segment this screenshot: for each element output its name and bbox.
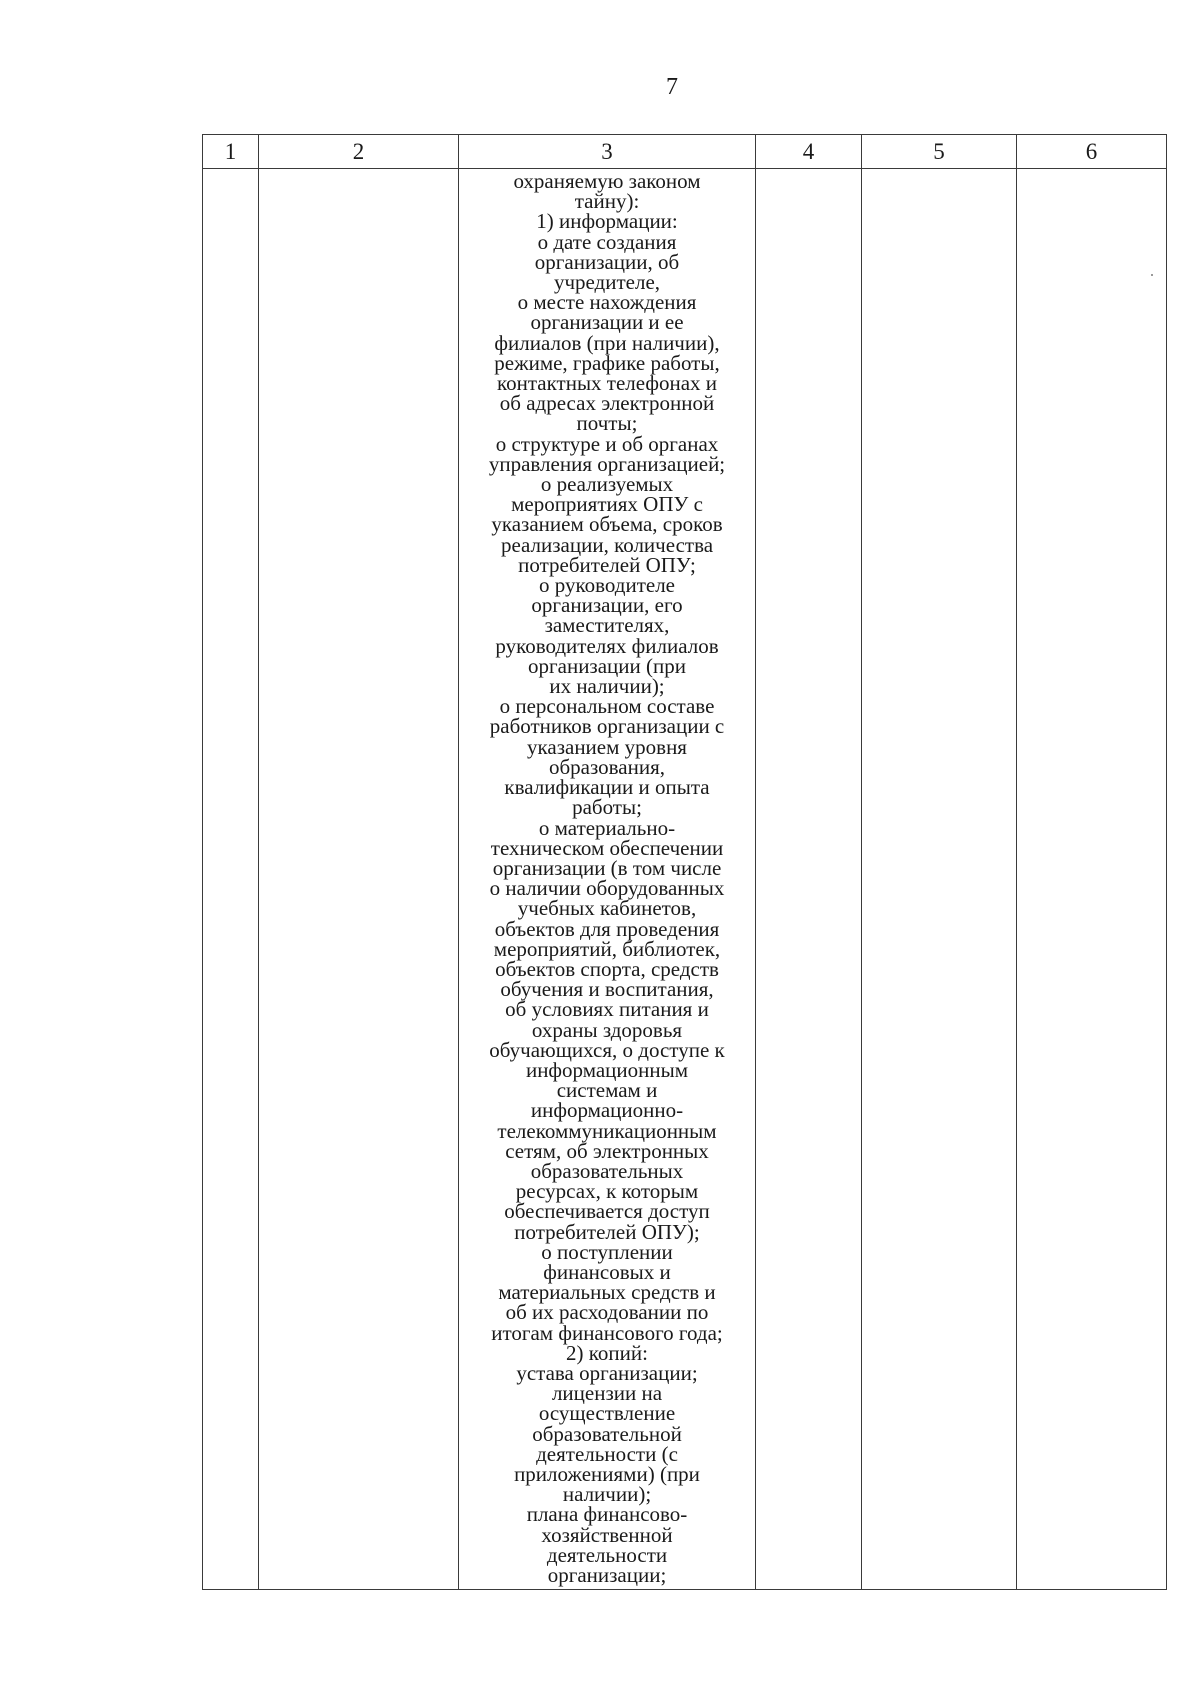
table-cell-col1: [203, 169, 259, 1590]
table-cell-col6: [1017, 169, 1167, 1590]
table-cell-col3: [459, 169, 756, 1590]
column-header-3: 3: [459, 135, 756, 169]
column-header-4: 4: [756, 135, 862, 169]
page-number: 7: [666, 74, 678, 100]
document-table: [202, 134, 1167, 1590]
scan-artifact: [1151, 274, 1153, 276]
column-header-1: 1: [203, 135, 259, 169]
table-cell-col4: [756, 169, 862, 1590]
table-row: [203, 169, 1167, 1590]
column-header-6: 6: [1017, 135, 1167, 169]
table-cell-col2: [259, 169, 459, 1590]
table-cell-col5: [862, 169, 1017, 1590]
table-header-row: [203, 135, 1167, 169]
information-disclosure-text: охраняемую законом тайну): 1) информации: о дате создания организации, об учредителе, о месте нахождения организации и ее филиалов (при наличии), режиме, графике работы, контактных телефонах и об адресах электронной почты; о структуре и об органах управления организацией; о реализуемых мероприятиях ОПУ с указанием объема, сроков реализации, количества потребителей ОПУ; о руководителе организации, его заместителях, руководителях филиалов организации (при их наличии); о персональном составе работников организации с указанием уровня образования, квалификации и опыта работы; о материально- техническом обеспечении организации (в том числе о наличии оборудованных учебных кабинетов, объектов для проведения мероприятий, библиотек, объектов спорта, средств обучения и воспитания, об условиях питания и охраны здоровья обучающихся, о доступе к информационным системам и информационно- телекоммуникационным сетям, об электронных образовательных ресурсах, к которым обеспечивается доступ потребителей ОПУ); о поступлении финансовых и материальных средств и об их расходовании по итогам финансового года; 2) копий: устава организации; лицензии на осуществление образовательной деятельности (с приложениями) (при наличии); плана финансово- хозяйственной деятельности организации;: [488, 169, 726, 1588]
column-header-2: 2: [259, 135, 459, 169]
column-header-5: 5: [862, 135, 1017, 169]
